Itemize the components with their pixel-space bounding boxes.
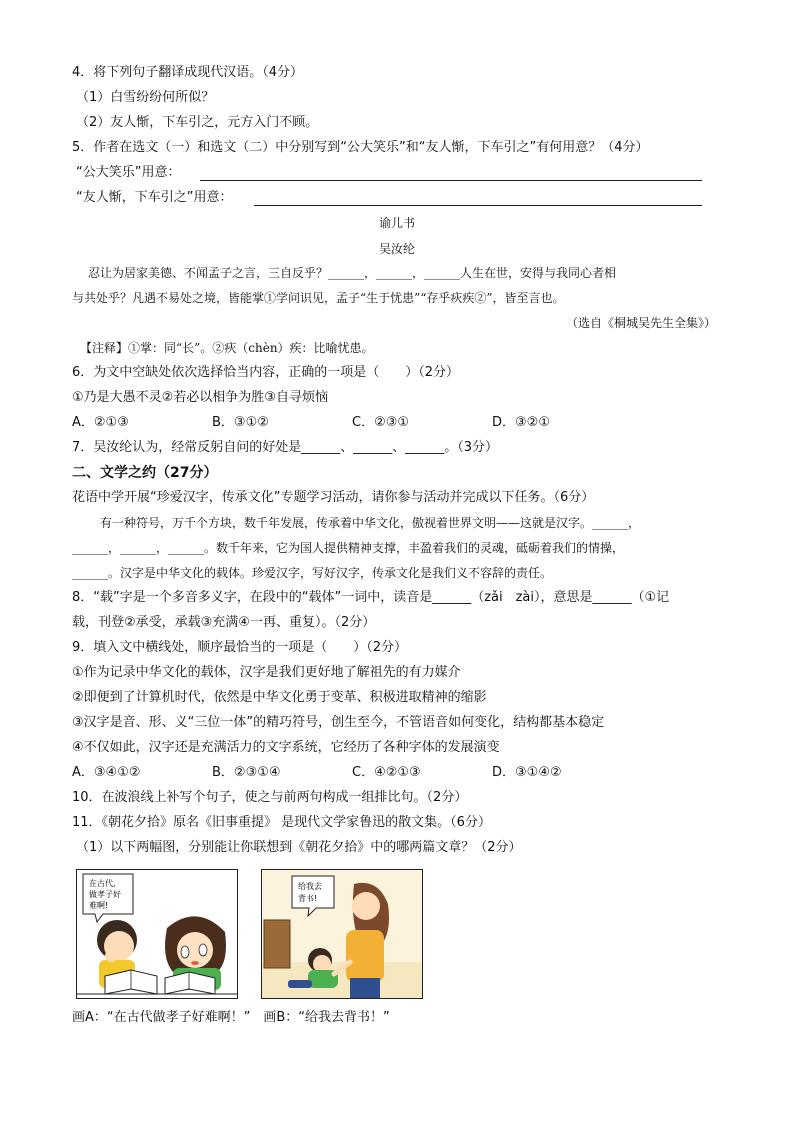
q6-option-c[interactable]: C．②③① (352, 415, 410, 430)
q9-item-2: ②即便到了计算机时代，依然是中华文化勇于变革、积极进取精神的缩影 (72, 690, 487, 705)
q6-stem: 6．为文中空缺处依次选择恰当内容，正确的一项是（ ）（2分） (72, 365, 460, 380)
cartoon-a-bubble-line-1: 在古代, (89, 879, 116, 888)
q6-option-b[interactable]: B．③①② (212, 415, 269, 430)
q4-stem: 4．将下列句子翻译成现代汉语。（4分） (72, 65, 304, 80)
passage-paragraph-2: 与共处乎？凡遇不易处之境，皆能掌①学问识见，孟子“生于忧患”“存乎疢疾②”，皆至言也。 (72, 291, 565, 305)
q5-answer-label-1: “公大笑乐”用意： (76, 165, 181, 180)
q9-option-d[interactable]: D．③①④② (492, 765, 562, 780)
section-2-paragraph-3: ______。汉字是中华文化的载体。珍爱汉字，写好汉字，传承文化是我们义不容辞的责任。 (72, 566, 553, 580)
q6-option-a[interactable]: A．②①③ (72, 415, 129, 430)
q9-option-a[interactable]: A．③④①② (72, 765, 141, 780)
q8-line-1: 8．“载”字是一个多音多义字，在段中的“载体”一词中，读音是______（zǎi zài），意思是______（①记 (72, 590, 670, 605)
passage-author: 吴汝纶 (378, 242, 415, 256)
passage-note: 【注释】①掌：同“长”。②疢（chèn）疾：比喻忧患。 (80, 341, 374, 355)
cartoon-b-bubble-line-1: 给我去 (298, 882, 322, 891)
q11-picture-caption: 画A：“在古代做孝子好难啊！” 画B：“给我去背书！” (72, 1010, 390, 1025)
cartoon-b (261, 869, 423, 999)
q6-items: ①乃是大愚不灵②若必以相争为胜③自寻烦恼 (72, 390, 328, 405)
cartoon-a-bubble-line-2: 做孝子好 (89, 890, 121, 899)
q11-sub-1: （1）以下两幅图，分别能让你联想到《朝花夕拾》中的哪两篇文章？（2分） (76, 840, 522, 855)
q9-item-4: ④不仅如此，汉字还是充满活力的文字系统，它经历了各种字体的发展演变 (72, 740, 500, 755)
q5-answer-line-1[interactable] (200, 180, 702, 181)
q9-item-1: ①作为记录中华文化的载体，汉字是我们更好地了解祖先的有力媒介 (72, 665, 461, 680)
q11-stem: 11．《朝花夕拾》原名《旧事重提》 是现代文学家鲁迅的散文集。（6分） (72, 815, 491, 830)
cartoon-b-bubble-line-2: 背书! (298, 894, 318, 903)
q9-item-3: ③汉字是音、形、义“三位一体”的精巧符号，创生至今，不管语音如何变化，结构都基本稳定 (72, 715, 605, 730)
q9-option-b[interactable]: B．②③①④ (212, 765, 281, 780)
cartoon-a-bubble-line-3: 难啊! (89, 901, 109, 910)
q9-stem: 9．填入文中横线处，顺序最恰当的一项是（ ）（2分） (72, 640, 408, 655)
q5-answer-line-2[interactable] (254, 205, 702, 206)
q8-line-2: 载，刊登②承受，承载③充满④一再、重复）。（2分） (72, 615, 376, 630)
q7-stem: 7．吴汝纶认为，经常反躬自问的好处是______、______、______。（3分） (72, 440, 499, 455)
cartoon-a (76, 869, 238, 999)
section-2-title: 二、文学之约（27分） (72, 465, 218, 481)
q5-stem: 5．作者在选文（一）和选文（二）中分别写到“公大笑乐”和“友人惭，下车引之”有何用意？（4分） (72, 140, 649, 155)
q6-option-d[interactable]: D．③②① (492, 415, 550, 430)
section-2-paragraph-2: ______，______，______。数千年来，它为国人提供精神支撑，丰盈着我们的灵魂，砥砺着我们的情操， (72, 541, 625, 555)
q9-option-c[interactable]: C．④②①③ (352, 765, 421, 780)
q10-stem: 10．在波浪线上补写个句子，使之与前两句构成一组排比句。（2分） (72, 790, 468, 805)
q4-sentence-1: （1）白雪纷纷何所似？ (76, 90, 215, 105)
q4-sentence-2: （2）友人惭，下车引之，元方入门不顾。 (76, 115, 319, 130)
passage-paragraph-1: 忍让为居家美德、不闻孟子之言，三自反乎？______，______，______人生在世，安得与我同心者相 (88, 266, 617, 280)
passage-source: （选自《桐城吴先生全集》） (565, 316, 716, 330)
passage-title: 谕儿书 (378, 216, 415, 230)
section-2-intro: 花语中学开展“珍爱汉字，传承文化”专题学习活动，请你参与活动并完成以下任务。（6分） (72, 490, 595, 505)
q5-answer-label-2: “友人惭，下车引之”用意： (76, 190, 233, 205)
section-2-paragraph-1: 有一种符号，万千个方块，数千年发展，传承着中华文化，傲视着世界文明——这就是汉字。______， (100, 516, 641, 530)
